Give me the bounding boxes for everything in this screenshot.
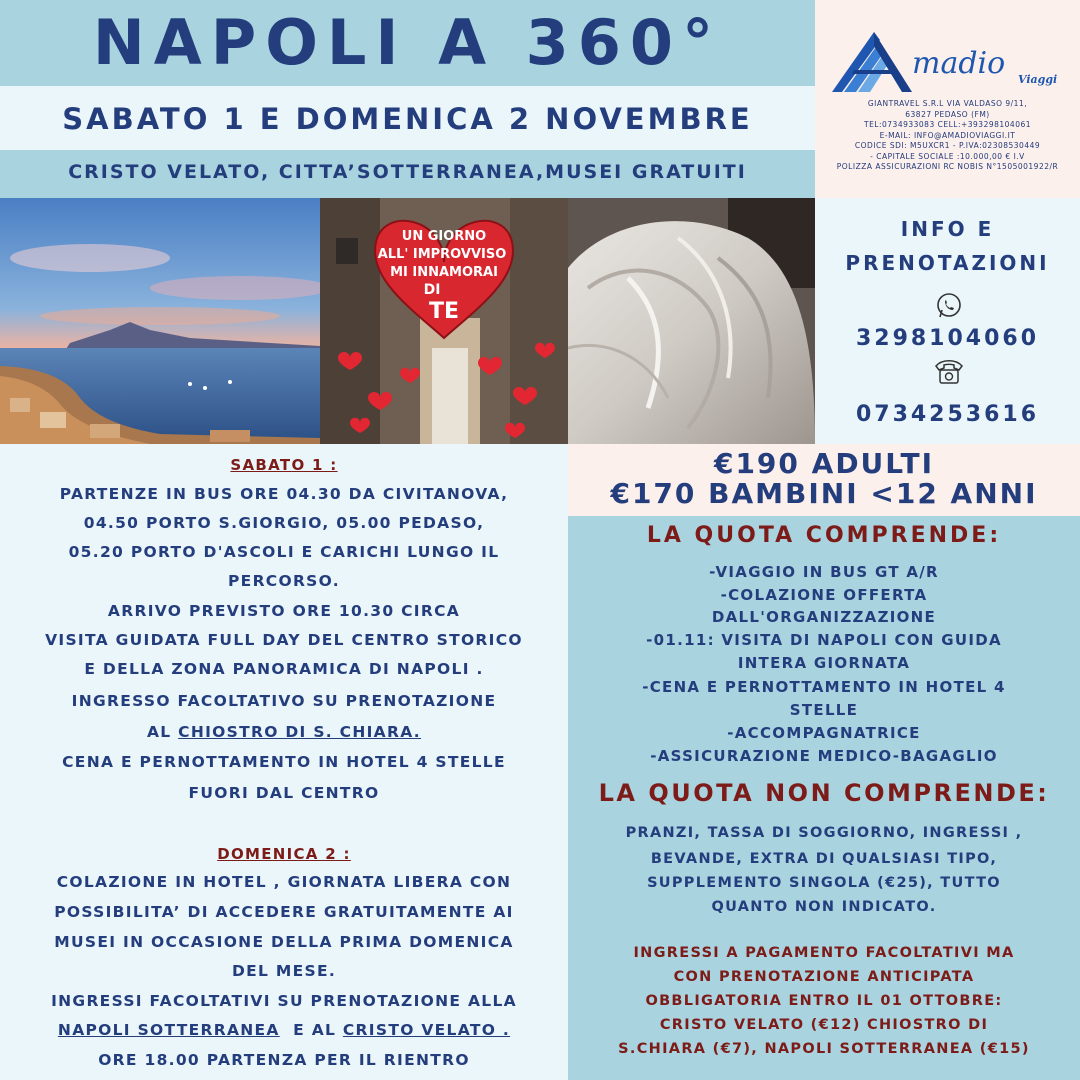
photo-heart-alley <box>320 198 568 444</box>
telephone-icon <box>932 356 966 386</box>
day2-heading: DOMENICA 2 : <box>217 845 351 863</box>
itinerary-line: ORE 18.00 PARTENZA PER IL RIENTRO <box>98 1051 470 1069</box>
optional-entry-line: S.CHIARA (€7), NAPOLI SOTTERRANEA (€15) <box>618 1041 1030 1057</box>
itinerary-line: PERCORSO. <box>228 572 340 590</box>
company-line: 63827 PEDASO (FM) <box>905 109 990 119</box>
optional-entry-line: CON PRENOTAZIONE ANTICIPATA <box>673 969 975 985</box>
heart-text: TE <box>428 299 460 324</box>
includes-item: INTERA GIORNATA <box>737 654 911 672</box>
includes-item: -COLAZIONE OFFERTA <box>720 586 928 604</box>
itinerary-line <box>0 1021 568 1039</box>
excludes-title: LA QUOTA NON COMPRENDE: <box>598 779 1050 807</box>
info-title-line: INFO E <box>900 217 995 241</box>
cristo-velato-link[interactable]: CRISTO VELATO . <box>342 1021 511 1039</box>
includes-title: LA QUOTA COMPRENDE: <box>646 523 1002 548</box>
chiostro-link[interactable]: CHIOSTRO DI S. CHIARA. <box>178 723 421 741</box>
optional-entry-line: INGRESSI A PAGAMENTO FACOLTATIVI MA <box>633 945 1015 961</box>
napoli-sotterranea-link[interactable]: NAPOLI SOTTERRANEA <box>57 1021 280 1039</box>
heart-text: ALL' IMPROVVISO <box>377 247 507 262</box>
price-adults: €190 ADULTI <box>713 447 935 480</box>
itinerary-line: 05.20 PORTO D'ASCOLI E CARICHI LUNGO IL <box>68 543 500 561</box>
company-details <box>815 99 1080 173</box>
page-subtitle: CRISTO VELATO, CITTA’SOTTERRANEA,MUSEI GRATUITI <box>68 161 747 183</box>
logo-name: madio <box>912 46 1006 81</box>
includes-item: -CENA E PERNOTTAMENTO IN HOTEL 4 <box>642 678 1006 696</box>
day1-heading: SABATO 1 : <box>230 456 338 474</box>
itinerary-line: CENA E PERNOTTAMENTO IN HOTEL 4 STELLE <box>62 753 506 771</box>
itinerary-line: VISITA GUIDATA FULL DAY DEL CENTRO STORICO <box>45 631 523 649</box>
company-line: - CAPITALE SOCIALE :10.000,00 € I.V <box>870 151 1025 161</box>
info-title-line: PRENOTAZIONI <box>845 251 1050 275</box>
phone-mobile[interactable]: 3298104060 <box>855 326 1040 351</box>
optional-entry-line: OBBLIGATORIA ENTRO IL 01 OTTOBRE: <box>645 993 1003 1009</box>
includes-item: -01.11: VISITA DI NAPOLI CON GUIDA <box>646 631 1002 649</box>
includes-item: -VIAGGIO IN BUS GT A/R <box>709 563 939 581</box>
price-children: €170 BAMBINI <12 ANNI <box>610 477 1038 510</box>
excludes-item: SUPPLEMENTO SINGOLA (€25), TUTTO <box>647 875 1001 891</box>
itinerary-text: AL <box>146 723 179 741</box>
itinerary-line: INGRESSI FACOLTATIVI SU PRENOTAZIONE ALLA <box>51 992 517 1010</box>
itinerary-line: MUSEI IN OCCASIONE DELLA PRIMA DOMENICA <box>54 933 514 951</box>
itinerary-line: DEL MESE. <box>231 962 337 980</box>
heart-text: MI INNAMORAI <box>390 265 498 280</box>
itinerary-line: E DELLA ZONA PANORAMICA DI NAPOLI . <box>84 660 484 678</box>
optional-entry-line: CRISTO VELATO (€12) CHIOSTRO DI <box>659 1017 989 1033</box>
company-line: GIANTRAVEL S.R.L VIA VALDASO 9/11, <box>867 99 1028 108</box>
excludes-item: BEVANDE, EXTRA DI QUALSIASI TIPO, <box>650 851 998 867</box>
whatsapp-icon <box>934 291 964 321</box>
info-title <box>815 212 1080 280</box>
excludes-item: PRANZI, TASSA DI SOGGIORNO, INGRESSI , <box>625 825 1023 841</box>
itinerary-line: 04.50 PORTO S.GIORGIO, 05.00 PEDASO, <box>83 514 485 532</box>
company-line: POLIZZA ASSICURAZIONI RC NOBIS N°1505001922/R <box>836 162 1059 171</box>
heart-text: DI <box>423 282 441 298</box>
itinerary-line: INGRESSO FACOLTATIVO SU PRENOTAZIONE <box>71 692 497 710</box>
itinerary-line: ARRIVO PREVISTO ORE 10.30 CIRCA <box>107 602 461 620</box>
phone-landline[interactable]: 0734253616 <box>855 402 1040 427</box>
page-title: NAPOLI A 360° <box>92 6 723 79</box>
event-date: SABATO 1 E DOMENICA 2 NOVEMBRE <box>62 102 753 136</box>
company-line: E-MAIL: INFO@AMADIOVIAGGI.IT <box>879 130 1016 140</box>
company-line: CODICE SDI: M5UXCR1 - P.IVA:02308530449 <box>854 141 1041 150</box>
itinerary-line: FUORI DAL CENTRO <box>188 784 380 802</box>
logo-subtitle: Viaggi <box>1018 73 1058 86</box>
amadio-logo-icon <box>828 26 918 96</box>
heart-text: UN GIORNO <box>401 229 487 244</box>
includes-item: -ASSICURAZIONE MEDICO-BAGAGLIO <box>650 747 998 765</box>
includes-item: DALL'ORGANIZZAZIONE <box>711 608 937 626</box>
includes-item: -ACCOMPAGNATRICE <box>727 724 921 742</box>
photo-naples-bay <box>0 198 320 444</box>
company-line: TEL:0734933083 CELL:+393298104061 <box>863 120 1032 129</box>
itinerary-line: POSSIBILITA’ DI ACCEDERE GRATUITAMENTE AI <box>54 903 514 921</box>
itinerary-line: COLAZIONE IN HOTEL , GIORNATA LIBERA CON <box>56 873 512 891</box>
itinerary-line: PARTENZE IN BUS ORE 04.30 DA CIVITANOVA, <box>59 485 509 503</box>
excludes-item: QUANTO NON INDICATO. <box>711 899 937 915</box>
itinerary-line <box>0 723 568 741</box>
photo-veiled-christ <box>568 198 815 444</box>
includes-item: STELLE <box>789 701 859 719</box>
itinerary-text: E AL <box>279 1021 343 1039</box>
